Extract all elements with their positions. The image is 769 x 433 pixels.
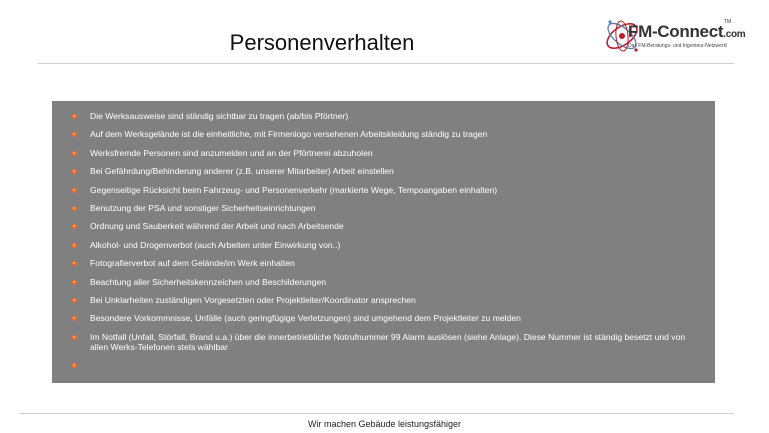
list-item-text: Besondere Vorkommnisse, Unfälle (auch geringfügige Verletzungen) sind umgehend dem Projektleiter zu melden xyxy=(90,313,521,324)
list-item-text: Fotografierverbot auf dem Gelände/im Werk einhalten xyxy=(90,258,295,269)
logo-tagline: Das FM-Beratungs- und Ingenieur-Netzwerk! xyxy=(628,43,728,49)
bullet-icon xyxy=(72,188,77,193)
list-item-text: Bei Gefährdung/Behinderung anderer (z.B. unserer Mitarbeiter) Arbeit einstellen xyxy=(90,166,394,177)
fm-connect-logo xyxy=(602,10,762,62)
list-item xyxy=(52,221,705,231)
bullet-icon xyxy=(72,243,77,248)
list-item-text: Werksfremde Personen sind anzumelden und an der Pförtnerei abzuholen xyxy=(90,147,373,158)
list-item xyxy=(52,111,705,121)
list-item xyxy=(52,129,705,139)
list-item xyxy=(52,203,705,213)
list-item xyxy=(52,166,705,176)
list-item xyxy=(52,258,705,268)
bullet-icon xyxy=(72,132,77,137)
list-item xyxy=(52,148,705,158)
bullet-list xyxy=(52,101,715,352)
bullet-icon xyxy=(72,206,77,211)
list-item-text: Bei Unklarheiten zuständigen Vorgesetzten oder Projektleiter/Koordinator ansprechen xyxy=(90,294,416,305)
bullet-icon xyxy=(72,261,77,266)
logo-trademark: TM xyxy=(724,19,732,25)
content-panel xyxy=(52,101,715,383)
list-item xyxy=(52,332,705,352)
list-item-text: Alkohol- und Drogenverbot (auch Arbeiten unter Einwirkung von..) xyxy=(90,239,341,250)
list-item-text: Auf dem Werksgelände ist die einheitliche, mit Firmenlogo versehenen Arbeitskleidung ständig zu tragen xyxy=(90,129,488,140)
list-item-text: Die Werksausweise sind ständig sichtbar zu tragen (ab/bis Pförtner) xyxy=(90,111,349,121)
bullet-icon xyxy=(72,363,77,368)
bullet-icon xyxy=(72,169,77,174)
slide-title: Personenverhalten xyxy=(229,30,415,55)
header-divider xyxy=(38,63,734,64)
list-item-text: Ordnung und Sauberkeit während der Arbeit und nach Arbeitsende xyxy=(90,221,344,232)
list-item-text: Gegenseitige Rücksicht beim Fahrzeug- und Personenverkehr (markierte Wege, Tempoangaben einhalten) xyxy=(90,184,498,195)
list-item-text: Im Notfall (Unfall, Störfall, Brand u.a.) über die innerbetriebliche Notrufnummer 99 Alarm auslösen (siehe Anlage). Diese Nummer ist ständig besetzt und von allen Werks-Telefonen stets wählbar xyxy=(90,331,686,352)
list-item-text: Benutzung der PSA und sonstiger Sicherheitseinrichtungen xyxy=(90,202,316,213)
list-item xyxy=(52,313,705,323)
bullet-icon xyxy=(72,335,77,340)
bullet-icon xyxy=(72,316,77,321)
footer-slogan: Wir machen Gebäude leistungsfähiger xyxy=(307,419,462,429)
bullet-icon xyxy=(72,298,77,303)
bullet-icon xyxy=(72,114,77,119)
logo-wordmark: FM-Connect.com xyxy=(628,22,746,41)
list-item xyxy=(52,295,705,305)
footer-divider xyxy=(19,413,734,414)
bullet-icon xyxy=(72,224,77,229)
list-item xyxy=(52,185,705,195)
bullet-icon xyxy=(72,151,77,156)
list-item xyxy=(52,277,705,287)
list-item xyxy=(52,240,705,250)
list-item-text: Beachtung aller Sicherheitskennzeichen und Beschilderungen xyxy=(90,276,327,287)
bullet-icon xyxy=(72,280,77,285)
